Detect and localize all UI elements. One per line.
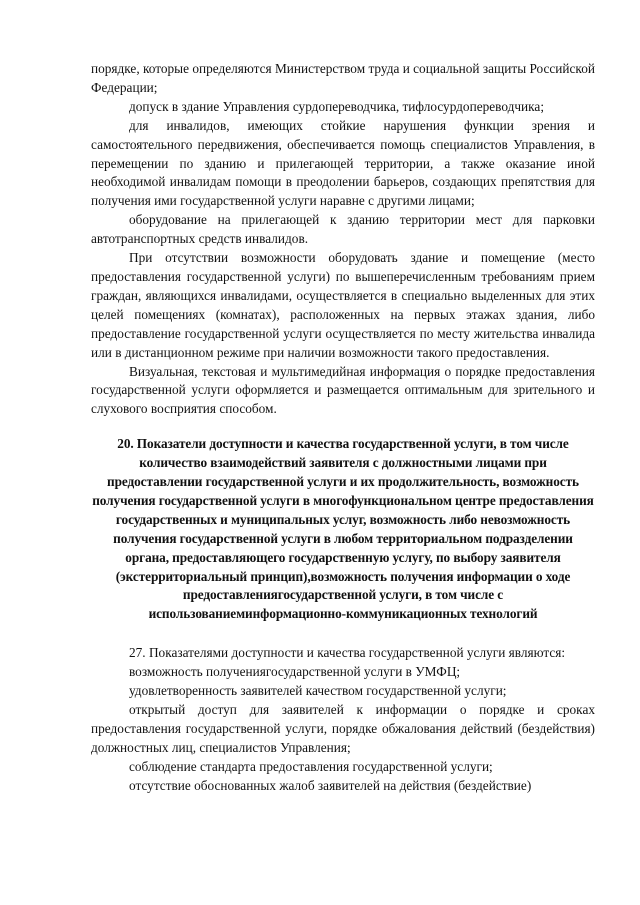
spacer — [91, 624, 595, 644]
paragraph: оборудование на прилегающей к зданию территории мест для парковки автотранспортных средств инвалидов. — [91, 212, 595, 247]
paragraph: Визуальная, текстовая и мультимедийная информация о порядке предоставления государственной услуги оформляется и размещается оптимальным для зрительного и слухового восприятия способом. — [91, 363, 595, 417]
paragraph: 27. Показателями доступности и качества государственной услуги являются: — [129, 645, 566, 661]
paragraph: удовлетворенность заявителей качеством государственной услуги; — [129, 683, 507, 699]
section-heading: 20. Показатели доступности и качества государственной услуги, в том числе количество взаимодействий заявителя с должностными лицами при предоставлении государственной услуги и их продолжительность, возможность получения государственной услуги в многофункциональном центре предоставления государственных и муниципальных услуг, возможность либо невозможность получения государственной услуги в любом территориальном подразделении органа, предоставляющего государственную услугу, по выбору заявителя (экстерриториальный принцип),возможность получения информации о ходе предоставлениягосударственной услуги, в том числе с использованиеминформационно-коммуникационных технологий — [92, 436, 594, 622]
paragraph: отсутствие обоснованных жалоб заявителей на действия (бездействие) — [129, 777, 532, 793]
paragraph: возможность получениягосударственной услуги в УМФЦ; — [129, 664, 461, 680]
paragraph: соблюдение стандарта предоставления государственной услуги; — [129, 758, 493, 774]
document-page — [91, 60, 595, 796]
paragraph: допуск в здание Управления сурдопереводчика, тифлосурдопереводчика; — [129, 98, 545, 114]
paragraph: открытый доступ для заявителей к информации о порядке и сроках предоставления государственной услуги, порядке обжалования действий (бездействия) должностных лиц, специалистов Управления; — [91, 702, 595, 755]
paragraph: для инвалидов, имеющих стойкие нарушения функции зрения и самостоятельного передвижения, обеспечивается помощь специалистов Управления, в перемещении по зданию и прилегающей территории, а также оказание иной необходимой инвалидам помощи в преодолении барьеров, создающих препятствия для получения ими государственной услуги наравне с другими лицами; — [91, 117, 595, 209]
paragraph: При отсутствии возможности оборудовать здание и помещение (место предоставления государственной услуги) по вышеперечисленным требованиям прием граждан, являющихся инвалидами, осуществляется в специально выделенных для этих целей помещениях (комнатах), расположенных на первых этажах здания, либо предоставление государственной услуги осуществляется по месту жительства инвалида или в дистанционном режиме при наличии возможности такого предоставления. — [91, 250, 595, 360]
paragraph: порядке, которые определяются Министерством труда и социальной защиты Российской Федерации; — [91, 61, 595, 95]
